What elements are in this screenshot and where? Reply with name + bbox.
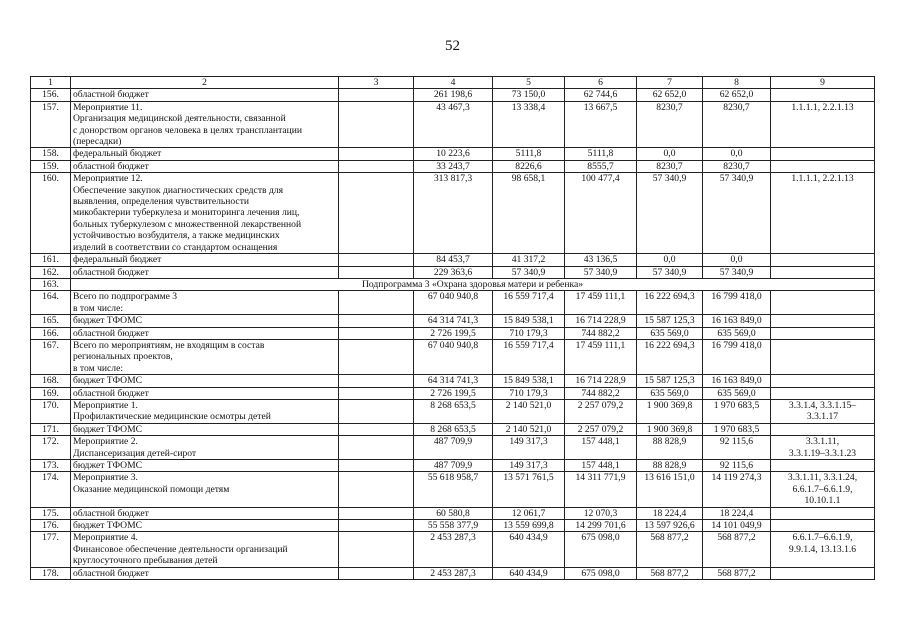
item-name: бюджет ТФОМС — [71, 460, 339, 472]
amount-cell: 92 115,6 — [703, 436, 771, 460]
amount-cell: 15 849 538,1 — [493, 375, 565, 387]
item-name: областной бюджет — [71, 567, 339, 579]
indicator-ref — [771, 327, 875, 339]
executor-cell — [339, 254, 414, 266]
table-row — [31, 375, 875, 387]
amount-cell: 64 314 741,3 — [414, 315, 493, 327]
amount-cell: 60 580,8 — [414, 507, 493, 519]
amount-cell: 98 658,1 — [493, 173, 565, 254]
table-row — [31, 436, 875, 460]
budget-table — [30, 76, 875, 580]
amount-cell: 640 434,9 — [493, 567, 565, 579]
row-number: 174. — [31, 472, 71, 507]
indicator-ref — [771, 507, 875, 519]
amount-cell: 16 222 694,3 — [637, 291, 703, 315]
table-row — [31, 399, 875, 423]
executor-cell — [339, 387, 414, 399]
executor-cell — [339, 436, 414, 460]
indicator-ref — [771, 423, 875, 435]
row-number: 172. — [31, 436, 71, 460]
indicator-ref: 3.3.1.4, 3.3.1.15– 3.3.1.17 — [771, 399, 875, 423]
amount-cell: 17 459 111,1 — [565, 291, 637, 315]
amount-cell: 15 849 538,1 — [493, 315, 565, 327]
amount-cell: 43 136,5 — [565, 254, 637, 266]
item-name: областной бюджет — [71, 160, 339, 172]
item-name: бюджет ТФОМС — [71, 315, 339, 327]
item-name: областной бюджет — [71, 327, 339, 339]
row-number: 176. — [31, 520, 71, 532]
item-name: федеральный бюджет — [71, 254, 339, 266]
column-header: 4 — [414, 77, 493, 89]
amount-cell: 149 317,3 — [493, 436, 565, 460]
amount-cell: 62 652,0 — [703, 89, 771, 101]
item-name: Всего по подпрограмме 3 в том числе: — [71, 291, 339, 315]
amount-cell: 0,0 — [637, 254, 703, 266]
amount-cell: 568 877,2 — [703, 532, 771, 567]
amount-cell: 16 163 849,0 — [703, 315, 771, 327]
table-row — [31, 315, 875, 327]
amount-cell: 8 268 653,5 — [414, 423, 493, 435]
table-row — [31, 472, 875, 507]
amount-cell: 16 559 717,4 — [493, 339, 565, 374]
table-row — [31, 278, 875, 290]
amount-cell: 640 434,9 — [493, 532, 565, 567]
executor-cell — [339, 148, 414, 160]
amount-cell: 0,0 — [703, 148, 771, 160]
executor-cell — [339, 399, 414, 423]
amount-cell: 84 453,7 — [414, 254, 493, 266]
page-number: 52 — [445, 38, 460, 54]
amount-cell: 0,0 — [703, 254, 771, 266]
row-number: 157. — [31, 101, 71, 148]
row-number: 158. — [31, 148, 71, 160]
table-row — [31, 532, 875, 567]
item-name: Мероприятие 3. Оказание медицинской помощи детям — [71, 472, 339, 507]
row-number: 168. — [31, 375, 71, 387]
amount-cell: 568 877,2 — [703, 567, 771, 579]
executor-cell — [339, 375, 414, 387]
amount-cell: 710 179,3 — [493, 387, 565, 399]
amount-cell: 8230,7 — [703, 101, 771, 148]
amount-cell: 8230,7 — [637, 101, 703, 148]
amount-cell: 17 459 111,1 — [565, 339, 637, 374]
amount-cell: 62 652,0 — [637, 89, 703, 101]
amount-cell: 313 817,3 — [414, 173, 493, 254]
amount-cell: 13 559 699,8 — [493, 520, 565, 532]
amount-cell: 67 040 940,8 — [414, 291, 493, 315]
amount-cell: 2 140 521,0 — [493, 399, 565, 423]
amount-cell: 1 970 683,5 — [703, 423, 771, 435]
amount-cell: 2 453 287,3 — [414, 567, 493, 579]
amount-cell: 73 150,0 — [493, 89, 565, 101]
table-row — [31, 101, 875, 148]
indicator-ref — [771, 387, 875, 399]
indicator-ref — [771, 315, 875, 327]
amount-cell: 1 900 369,8 — [637, 423, 703, 435]
item-name: областной бюджет — [71, 507, 339, 519]
column-header: 7 — [637, 77, 703, 89]
indicator-ref: 6.6.1.7–6.6.1.9, 9.9.1.4, 13.13.1.6 — [771, 532, 875, 567]
executor-cell — [339, 266, 414, 278]
table-row — [31, 266, 875, 278]
indicator-ref: 3.3.1.11, 3.3.1.19–3.3.1.23 — [771, 436, 875, 460]
amount-cell: 8230,7 — [703, 160, 771, 172]
table-row — [31, 520, 875, 532]
amount-cell: 675 098,0 — [565, 567, 637, 579]
amount-cell: 12 061,7 — [493, 507, 565, 519]
amount-cell: 568 877,2 — [637, 532, 703, 567]
executor-cell — [339, 160, 414, 172]
amount-cell: 635 569,0 — [637, 387, 703, 399]
amount-cell: 2 453 287,3 — [414, 532, 493, 567]
row-number: 177. — [31, 532, 71, 567]
amount-cell: 16 714 228,9 — [565, 315, 637, 327]
amount-cell: 1 970 683,5 — [703, 399, 771, 423]
amount-cell: 55 558 377,9 — [414, 520, 493, 532]
indicator-ref — [771, 567, 875, 579]
indicator-ref — [771, 520, 875, 532]
amount-cell: 2 726 199,5 — [414, 387, 493, 399]
item-name: Мероприятие 2. Диспансеризация детей-сирот — [71, 436, 339, 460]
amount-cell: 13 571 761,5 — [493, 472, 565, 507]
amount-cell: 55 618 958,7 — [414, 472, 493, 507]
row-number: 171. — [31, 423, 71, 435]
amount-cell: 261 198,6 — [414, 89, 493, 101]
amount-cell: 635 569,0 — [703, 327, 771, 339]
executor-cell — [339, 89, 414, 101]
amount-cell: 16 222 694,3 — [637, 339, 703, 374]
amount-cell: 33 243,7 — [414, 160, 493, 172]
row-number: 163. — [31, 278, 71, 290]
executor-cell — [339, 507, 414, 519]
item-name: бюджет ТФОМС — [71, 375, 339, 387]
executor-cell — [339, 460, 414, 472]
amount-cell: 2 257 079,2 — [565, 399, 637, 423]
table-row — [31, 254, 875, 266]
amount-cell: 157 448,1 — [565, 460, 637, 472]
indicator-ref: 1.1.1.1, 2.2.1.13 — [771, 101, 875, 148]
amount-cell: 635 569,0 — [703, 387, 771, 399]
item-name: Мероприятие 11. Организация медицинской деятельности, связанной с донорством органов человека в целях трансплантации (пересадки) — [71, 101, 339, 148]
item-name: областной бюджет — [71, 387, 339, 399]
table-row — [31, 387, 875, 399]
subprogram-title: Подпрограмма 3 «Охрана здоровья матери и ребенка» — [71, 278, 875, 290]
amount-cell: 18 224,4 — [703, 507, 771, 519]
executor-cell — [339, 291, 414, 315]
amount-cell: 43 467,3 — [414, 101, 493, 148]
amount-cell: 92 115,6 — [703, 460, 771, 472]
table-row — [31, 423, 875, 435]
amount-cell: 13 667,5 — [565, 101, 637, 148]
amount-cell: 88 828,9 — [637, 436, 703, 460]
item-name: бюджет ТФОМС — [71, 423, 339, 435]
executor-cell — [339, 339, 414, 374]
item-name: Мероприятие 4. Финансовое обеспечение деятельности организаций круглосуточного пребывания детей — [71, 532, 339, 567]
indicator-ref — [771, 266, 875, 278]
column-header: 3 — [339, 77, 414, 89]
indicator-ref — [771, 160, 875, 172]
amount-cell: 10 223,6 — [414, 148, 493, 160]
amount-cell: 8555,7 — [565, 160, 637, 172]
amount-cell: 57 340,9 — [637, 173, 703, 254]
amount-cell: 57 340,9 — [637, 266, 703, 278]
row-number: 164. — [31, 291, 71, 315]
amount-cell: 64 314 741,3 — [414, 375, 493, 387]
amount-cell: 12 070,3 — [565, 507, 637, 519]
amount-cell: 15 587 125,3 — [637, 375, 703, 387]
table-row — [31, 460, 875, 472]
indicator-ref — [771, 460, 875, 472]
amount-cell: 67 040 940,8 — [414, 339, 493, 374]
amount-cell: 100 477,4 — [565, 173, 637, 254]
table-header-row — [31, 77, 875, 89]
amount-cell: 675 098,0 — [565, 532, 637, 567]
column-header: 6 — [565, 77, 637, 89]
amount-cell: 5111,8 — [493, 148, 565, 160]
executor-cell — [339, 567, 414, 579]
executor-cell — [339, 315, 414, 327]
amount-cell: 14 311 771,9 — [565, 472, 637, 507]
table-row — [31, 160, 875, 172]
column-header: 8 — [703, 77, 771, 89]
item-name: федеральный бюджет — [71, 148, 339, 160]
column-header: 5 — [493, 77, 565, 89]
amount-cell: 157 448,1 — [565, 436, 637, 460]
row-number: 167. — [31, 339, 71, 374]
executor-cell — [339, 101, 414, 148]
item-name: областной бюджет — [71, 266, 339, 278]
executor-cell — [339, 520, 414, 532]
amount-cell: 16 559 717,4 — [493, 291, 565, 315]
amount-cell: 568 877,2 — [637, 567, 703, 579]
indicator-ref — [771, 89, 875, 101]
amount-cell: 13 338,4 — [493, 101, 565, 148]
row-number: 178. — [31, 567, 71, 579]
indicator-ref — [771, 375, 875, 387]
amount-cell: 487 709,9 — [414, 460, 493, 472]
table-row — [31, 291, 875, 315]
amount-cell: 57 340,9 — [703, 266, 771, 278]
table-row — [31, 339, 875, 374]
amount-cell: 5111,8 — [565, 148, 637, 160]
amount-cell: 16 163 849,0 — [703, 375, 771, 387]
table-row — [31, 148, 875, 160]
amount-cell: 13 597 926,6 — [637, 520, 703, 532]
amount-cell: 16 799 418,0 — [703, 339, 771, 374]
amount-cell: 710 179,3 — [493, 327, 565, 339]
table-row — [31, 327, 875, 339]
amount-cell: 2 726 199,5 — [414, 327, 493, 339]
executor-cell — [339, 472, 414, 507]
indicator-ref: 1.1.1.1, 2.2.1.13 — [771, 173, 875, 254]
amount-cell: 229 363,6 — [414, 266, 493, 278]
item-name: Мероприятие 1. Профилактические медицинские осмотры детей — [71, 399, 339, 423]
executor-cell — [339, 532, 414, 567]
indicator-ref: 3.3.1.11, 3.3.1.24, 6.6.1.7–6.6.1.9, 10.10.1.1 — [771, 472, 875, 507]
indicator-ref — [771, 254, 875, 266]
table-body — [31, 77, 875, 580]
amount-cell: 15 587 125,3 — [637, 315, 703, 327]
amount-cell: 62 744,6 — [565, 89, 637, 101]
indicator-ref — [771, 148, 875, 160]
amount-cell: 16 714 228,9 — [565, 375, 637, 387]
column-header: 2 — [71, 77, 339, 89]
indicator-ref — [771, 291, 875, 315]
amount-cell: 2 140 521,0 — [493, 423, 565, 435]
amount-cell: 744 882,2 — [565, 387, 637, 399]
indicator-ref — [771, 339, 875, 374]
amount-cell: 88 828,9 — [637, 460, 703, 472]
amount-cell: 16 799 418,0 — [703, 291, 771, 315]
item-name: областной бюджет — [71, 89, 339, 101]
executor-cell — [339, 327, 414, 339]
column-header: 1 — [31, 77, 71, 89]
row-number: 165. — [31, 315, 71, 327]
row-number: 162. — [31, 266, 71, 278]
table-row — [31, 567, 875, 579]
row-number: 166. — [31, 327, 71, 339]
amount-cell: 13 616 151,0 — [637, 472, 703, 507]
amount-cell: 57 340,9 — [493, 266, 565, 278]
row-number: 160. — [31, 173, 71, 254]
table-row — [31, 89, 875, 101]
table-row — [31, 173, 875, 254]
table-row — [31, 507, 875, 519]
row-number: 175. — [31, 507, 71, 519]
amount-cell: 8230,7 — [637, 160, 703, 172]
amount-cell: 635 569,0 — [637, 327, 703, 339]
amount-cell: 487 709,9 — [414, 436, 493, 460]
amount-cell: 14 299 701,6 — [565, 520, 637, 532]
amount-cell: 57 340,9 — [565, 266, 637, 278]
row-number: 169. — [31, 387, 71, 399]
amount-cell: 744 882,2 — [565, 327, 637, 339]
item-name: Всего по мероприятиям, не входящим в состав региональных проектов, в том числе: — [71, 339, 339, 374]
amount-cell: 41 317,2 — [493, 254, 565, 266]
amount-cell: 8226,6 — [493, 160, 565, 172]
amount-cell: 149 317,3 — [493, 460, 565, 472]
amount-cell: 14 101 049,9 — [703, 520, 771, 532]
amount-cell: 57 340,9 — [703, 173, 771, 254]
executor-cell — [339, 423, 414, 435]
amount-cell: 1 900 369,8 — [637, 399, 703, 423]
item-name: бюджет ТФОМС — [71, 520, 339, 532]
row-number: 159. — [31, 160, 71, 172]
row-number: 170. — [31, 399, 71, 423]
amount-cell: 8 268 653,5 — [414, 399, 493, 423]
column-header: 9 — [771, 77, 875, 89]
row-number: 156. — [31, 89, 71, 101]
amount-cell: 18 224,4 — [637, 507, 703, 519]
amount-cell: 14 119 274,3 — [703, 472, 771, 507]
row-number: 173. — [31, 460, 71, 472]
executor-cell — [339, 173, 414, 254]
amount-cell: 2 257 079,2 — [565, 423, 637, 435]
row-number: 161. — [31, 254, 71, 266]
item-name: Мероприятие 12. Обеспечение закупок диагностических средств для выявления, определения чувствительности микобактерии туберкулеза и мониторинга лечения лиц, больных туберкулезом с множественной лекарственной устойчивостью возбудителя, а также медицинских изделий в соответствии со стандартом оснащения — [71, 173, 339, 254]
amount-cell: 0,0 — [637, 148, 703, 160]
